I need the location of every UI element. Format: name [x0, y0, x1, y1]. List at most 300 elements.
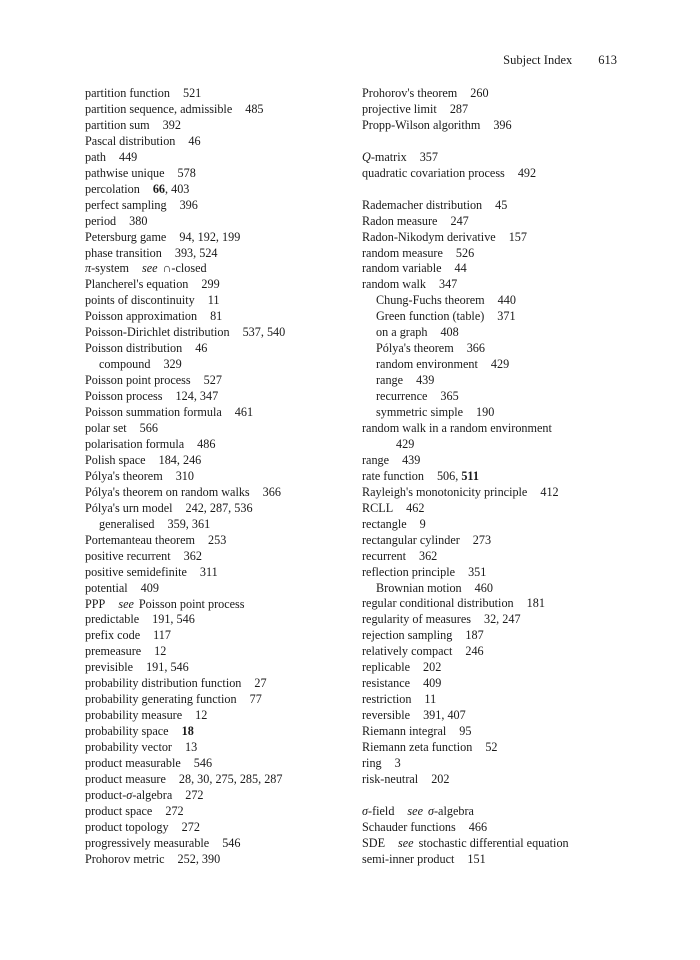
- see-reference-target: stochastic differential equation: [418, 835, 569, 850]
- entry-pages: [153, 182, 190, 196]
- index-entry: [362, 469, 624, 485]
- entry-term: quadratic covariation process: [362, 165, 505, 180]
- index-entry: [85, 628, 347, 644]
- entry-pages: [468, 565, 486, 579]
- index-entry: [85, 150, 347, 166]
- entry-pages: [154, 644, 166, 658]
- index-entry: [85, 581, 347, 597]
- entry-term: perfect sampling: [85, 197, 167, 212]
- entry-term: rectangle: [362, 516, 407, 531]
- entry-pages: [484, 612, 521, 626]
- page-refs: 521: [182, 86, 202, 100]
- page-refs: 396: [493, 117, 512, 132]
- index-entry: [85, 724, 347, 740]
- entry-pages: [396, 437, 414, 451]
- entry-term: Poisson-Dirichlet distribution: [85, 325, 230, 340]
- page-refs: 485: [245, 101, 264, 116]
- page-refs: 461: [234, 405, 254, 420]
- entry-term: resistance: [362, 676, 411, 691]
- entry-pages: [518, 166, 536, 180]
- entry-term: random environment: [376, 357, 478, 372]
- page-refs: 246: [465, 644, 484, 659]
- index-entry: [362, 357, 624, 373]
- entry-pages: [475, 581, 493, 595]
- entry-pages: [235, 405, 253, 419]
- index-entry: [362, 341, 624, 357]
- index-entry: [85, 182, 347, 198]
- entry-pages: [420, 517, 426, 531]
- entry-pages: [491, 357, 509, 371]
- entry-pages: [493, 118, 511, 132]
- page-refs: 45: [495, 197, 508, 212]
- entry-pages: [456, 246, 474, 260]
- index-entry: [85, 277, 347, 293]
- index-entry: [85, 804, 347, 820]
- page-refs: 202: [431, 771, 450, 786]
- index-entry: [85, 469, 347, 485]
- index-entry: [85, 341, 347, 357]
- index-entry: [85, 261, 347, 277]
- entry-pages: [469, 820, 487, 834]
- entry-term: projective limit: [362, 101, 437, 116]
- index-entry: [362, 102, 624, 118]
- page-refs: 365: [440, 389, 459, 404]
- entry-pages: [178, 166, 196, 180]
- index-entry: [362, 836, 624, 852]
- see-reference-target: ∩-closed: [162, 261, 207, 276]
- index-entry: [362, 118, 624, 134]
- entry-term: rejection sampling: [362, 628, 453, 643]
- entry-term: SDE: [362, 835, 386, 850]
- page-refs: 157: [508, 229, 527, 244]
- letter-group-gap: [362, 134, 624, 150]
- index-entry: [85, 660, 347, 676]
- entry-term: Portemanteau theorem: [85, 532, 195, 547]
- page-refs: 329: [163, 357, 182, 372]
- index-entry: [85, 214, 347, 230]
- index-entry: [85, 118, 347, 134]
- entry-pages: [163, 357, 181, 371]
- entry-term: prefix code: [85, 628, 141, 643]
- entry-term: Propp-Wilson algorithm: [362, 117, 481, 132]
- index-entry: [362, 676, 624, 692]
- index-entry: [85, 421, 347, 437]
- entry-pages: [176, 469, 194, 483]
- entry-term: Rayleigh's monotonicity principle: [362, 484, 528, 499]
- page-refs: 486: [197, 436, 216, 451]
- entry-pages: [431, 772, 449, 786]
- page-refs: 391, 407: [423, 708, 466, 723]
- index-entry: [85, 389, 347, 405]
- entry-pages: [420, 150, 438, 164]
- entry-term: Pólya's theorem on random walks: [85, 484, 250, 499]
- entry-pages: [152, 612, 195, 626]
- page-refs: 546: [193, 756, 213, 771]
- entry-term: range: [376, 373, 404, 388]
- entry-term: Petersburg game: [85, 229, 167, 244]
- entry-pages: [119, 150, 137, 164]
- entry-pages: [419, 549, 437, 563]
- letter-group-gap: [362, 182, 624, 198]
- entry-pages: [153, 628, 171, 642]
- entry-pages: [179, 772, 283, 786]
- entry-term: recurrence: [376, 389, 428, 404]
- entry-term: progressively measurable: [85, 835, 210, 850]
- entry-pages: [129, 214, 147, 228]
- index-entry: [85, 549, 347, 565]
- page-refs: 247: [450, 213, 469, 228]
- entry-term: random walk in a random environment: [362, 420, 552, 435]
- entry-term: product-σ-algebra: [85, 787, 173, 802]
- entry-pages: [497, 309, 515, 323]
- page-refs: 81: [210, 309, 223, 324]
- index-entry: [85, 357, 347, 373]
- page-refs: 11: [207, 293, 220, 308]
- index-entry: [362, 549, 624, 565]
- entry-term: period: [85, 213, 117, 228]
- entry-pages: [467, 852, 485, 866]
- entry-term: RCLL: [362, 500, 394, 515]
- entry-pages: [185, 740, 197, 754]
- page-refs: 351: [468, 564, 487, 579]
- page-refs: 184, 246: [158, 452, 202, 467]
- page-refs: 44: [454, 261, 467, 276]
- see-reference-label: see: [142, 261, 158, 276]
- page-refs: 272: [181, 819, 200, 834]
- entry-term: regularity of measures: [362, 612, 471, 627]
- entry-term: range: [362, 452, 390, 467]
- index-entry: [85, 437, 347, 453]
- index-entry: [362, 230, 624, 246]
- page-refs: 566: [139, 421, 158, 436]
- entry-term: random walk: [362, 277, 426, 292]
- sigma-symbol: σ: [427, 803, 434, 818]
- see-reference-target: σ-algebra: [427, 803, 474, 818]
- entry-term: Pascal distribution: [85, 133, 176, 148]
- entry-pages: [178, 852, 221, 866]
- entry-pages: [450, 102, 468, 116]
- page-refs: 299: [201, 277, 220, 292]
- running-head: [503, 53, 617, 68]
- index-column-left: [85, 86, 347, 868]
- page-refs: 462: [406, 500, 425, 515]
- index-entry: [362, 565, 624, 581]
- entry-term: Radon measure: [362, 213, 438, 228]
- entry-term: random measure: [362, 245, 443, 260]
- page-refs: 260: [470, 86, 489, 100]
- index-entry: [362, 740, 624, 756]
- index-entry: [85, 405, 347, 421]
- index-entry: [85, 325, 347, 341]
- page-refs: 396: [179, 197, 198, 212]
- entry-term: reflection principle: [362, 564, 456, 579]
- page-refs: 3: [394, 756, 401, 770]
- index-entry: [362, 804, 624, 820]
- entry-pages: [159, 453, 202, 467]
- entry-term: Pólya's urn model: [85, 500, 173, 515]
- index-entry: [362, 852, 624, 868]
- page-refs: 287: [449, 101, 469, 116]
- entry-term: probability generating function: [85, 692, 237, 707]
- index-entry: [362, 293, 624, 309]
- entry-term: compound: [99, 357, 151, 372]
- index-entry: [362, 501, 624, 517]
- index-entry: [362, 325, 624, 341]
- page-number: 613: [598, 53, 617, 67]
- page-refs: 439: [416, 373, 435, 388]
- entry-term: predictable: [85, 612, 140, 627]
- entry-pages: [185, 788, 203, 802]
- page-refs: 191, 546: [152, 612, 195, 627]
- entry-pages: [146, 660, 189, 674]
- running-head-title: Subject Index: [503, 53, 573, 67]
- entry-term: semi-inner product: [362, 851, 455, 866]
- entry-term: Prohorov's theorem: [362, 86, 458, 100]
- page-refs: 187: [465, 628, 484, 643]
- index-entry: [85, 644, 347, 660]
- page-refs: 492: [517, 165, 537, 180]
- entry-term: Q-matrix: [362, 149, 407, 164]
- entry-pages: [194, 756, 212, 770]
- entry-pages: [263, 485, 281, 499]
- entry-term: Riemann zeta function: [362, 740, 473, 755]
- index-entry: [362, 150, 624, 166]
- page-refs: 273: [472, 532, 492, 547]
- index-entry: [362, 692, 624, 708]
- index-entry: [85, 517, 347, 533]
- entry-pages: [509, 230, 527, 244]
- entry-term: symmetric simple: [376, 405, 463, 420]
- index-entry: [85, 86, 347, 102]
- entry-pages: [465, 644, 483, 658]
- term-italic-symbol: σ: [362, 803, 369, 818]
- index-entry: [85, 293, 347, 309]
- index-entry: [362, 277, 624, 293]
- entry-pages: [180, 198, 198, 212]
- page-refs: 252, 390: [177, 851, 221, 866]
- index-entry: [362, 421, 624, 437]
- index-entry: [85, 309, 347, 325]
- index-entry: [85, 166, 347, 182]
- entry-term: positive semidefinite: [85, 564, 187, 579]
- term-italic-symbol: π: [85, 261, 92, 276]
- entry-term: Pólya's theorem: [85, 468, 163, 483]
- page-refs: , 403: [165, 181, 190, 196]
- entry-pages: [423, 708, 466, 722]
- index-entry: [85, 820, 347, 836]
- entry-term: replicable: [362, 660, 411, 675]
- entry-pages: [168, 517, 211, 531]
- index-entry: [85, 134, 347, 150]
- index-column-right: [362, 86, 624, 868]
- page-refs: 46: [195, 341, 208, 356]
- entry-term: PPP: [85, 596, 106, 611]
- page-refs: 32, 247: [483, 612, 521, 627]
- entry-term: regular conditional distribution: [362, 596, 514, 611]
- page-refs: 440: [497, 293, 516, 308]
- page-refs: 190: [476, 405, 495, 420]
- index-entry: [362, 772, 624, 788]
- index-entry: [85, 788, 347, 804]
- page-refs: 359, 361: [167, 516, 211, 531]
- page-refs: 449: [118, 149, 138, 164]
- entry-pages: [222, 836, 240, 850]
- index-entry: [362, 261, 624, 277]
- entry-term: ring: [362, 756, 382, 770]
- index-entry: [362, 214, 624, 230]
- entry-term: polarisation formula: [85, 436, 185, 451]
- index-entry: [85, 501, 347, 517]
- entry-term: rectangular cylinder: [362, 532, 460, 547]
- entry-term: Poisson point process: [85, 373, 191, 388]
- entry-term: path: [85, 149, 106, 164]
- entry-term: product measure: [85, 771, 166, 786]
- entry-pages: [195, 708, 207, 722]
- index-entry: [362, 389, 624, 405]
- entry-term: Chung-Fuchs theorem: [376, 293, 485, 308]
- entry-term: Riemann integral: [362, 724, 447, 739]
- entry-term: product measurable: [85, 756, 181, 771]
- index-entry: [362, 373, 624, 389]
- entry-pages: [437, 469, 479, 483]
- index-entry: [85, 565, 347, 581]
- page-refs: 357: [419, 149, 438, 164]
- entry-pages: [243, 325, 286, 339]
- page-refs: 362: [418, 548, 438, 563]
- page-refs: 191, 546: [146, 660, 189, 675]
- page-refs: 460: [474, 580, 493, 595]
- index-entry: [362, 708, 624, 724]
- entry-term: on a graph: [376, 325, 428, 340]
- entry-pages: [254, 676, 266, 690]
- entry-term: polar set: [85, 421, 127, 436]
- index-entry: [362, 644, 624, 660]
- entry-pages: [423, 676, 441, 690]
- index-entry: [362, 581, 624, 597]
- page-refs: 429: [490, 357, 510, 372]
- page-refs: 12: [195, 708, 208, 723]
- index-entry: [85, 230, 347, 246]
- page-refs: 27: [254, 676, 267, 691]
- entry-pages: [186, 501, 253, 515]
- index-entry: [85, 612, 347, 628]
- entry-term: relatively compact: [362, 644, 453, 659]
- index-entry: [362, 86, 624, 102]
- entry-pages: [527, 596, 545, 610]
- index-entry: [85, 102, 347, 118]
- page-refs: 466: [468, 819, 488, 834]
- entry-pages: [423, 660, 441, 674]
- entry-term: previsible: [85, 660, 134, 675]
- page-refs: 393, 524: [174, 245, 218, 260]
- entry-term: Rademacher distribution: [362, 197, 483, 212]
- entry-pages: [540, 485, 558, 499]
- entry-pages: [485, 740, 497, 754]
- page-refs: 366: [262, 484, 281, 499]
- index-entry: [85, 533, 347, 549]
- entry-pages: [439, 277, 457, 291]
- letter-group-gap: [362, 788, 624, 804]
- page-refs: 310: [175, 468, 194, 483]
- entry-pages: [195, 341, 207, 355]
- page-refs: 527: [203, 373, 222, 388]
- page-refs: 253: [208, 532, 227, 547]
- page-refs: 362: [183, 548, 202, 563]
- index-entry: [362, 596, 624, 612]
- entry-pages: [245, 102, 263, 116]
- index-entry: [362, 533, 624, 549]
- entry-pages: [402, 453, 420, 467]
- entry-pages: [197, 437, 215, 451]
- page-refs: 11: [424, 692, 437, 707]
- see-reference-label: see: [118, 596, 134, 611]
- entry-term: risk-neutral: [362, 771, 419, 786]
- page-refs: 94, 192, 199: [179, 229, 241, 244]
- page-refs: 151: [467, 851, 486, 866]
- entry-pages: [183, 86, 201, 100]
- page-refs: 272: [185, 787, 204, 802]
- entry-term: product topology: [85, 819, 169, 834]
- entry-term: partition sequence, admissible: [85, 101, 233, 116]
- index-entry: [362, 246, 624, 262]
- entry-term: phase transition: [85, 245, 162, 260]
- entry-term: reversible: [362, 708, 411, 723]
- entry-term: positive recurrent: [85, 548, 171, 563]
- entry-pages: [210, 309, 222, 323]
- page-refs: 526: [455, 245, 475, 260]
- index-entry: [85, 836, 347, 852]
- sigma-symbol: σ: [126, 787, 133, 802]
- index-entry: [362, 485, 624, 501]
- index-entry: [362, 309, 624, 325]
- entry-term: Brownian motion: [376, 580, 462, 595]
- page-refs: 28, 30, 275, 285, 287: [178, 771, 283, 786]
- entry-pages: [208, 293, 220, 307]
- entry-pages: [182, 724, 194, 738]
- entry-pages: [495, 198, 507, 212]
- index-entry: [362, 628, 624, 644]
- entry-term: rate function: [362, 468, 424, 483]
- entry-term: Polish space: [85, 452, 146, 467]
- see-reference-label: see: [407, 803, 423, 818]
- entry-pages: [141, 581, 159, 595]
- index-entry: [85, 676, 347, 692]
- index-entry: [85, 453, 347, 469]
- page-refs: 202: [423, 660, 442, 675]
- page-refs: 546: [222, 835, 241, 850]
- entry-pages: [465, 628, 483, 642]
- page-refs: 537, 540: [242, 325, 286, 340]
- page-refs: 9: [419, 516, 426, 531]
- index-entry: [85, 692, 347, 708]
- page-refs: 439: [402, 452, 421, 467]
- page-refs: 392: [162, 117, 181, 132]
- entry-pages: [176, 389, 219, 403]
- entry-term: Poisson approximation: [85, 309, 198, 324]
- see-reference-label: see: [398, 835, 414, 850]
- index-entry: [85, 198, 347, 214]
- page-refs: 412: [540, 484, 559, 499]
- entry-pages: [179, 230, 240, 244]
- page-refs: 77: [249, 692, 262, 707]
- index-entry: [362, 612, 624, 628]
- entry-term: recurrent: [362, 548, 406, 563]
- entry-pages: [450, 214, 468, 228]
- page-refs: 272: [165, 803, 184, 818]
- page-refs: 366: [466, 341, 485, 356]
- entry-pages: [440, 389, 458, 403]
- index-entry: [85, 485, 347, 501]
